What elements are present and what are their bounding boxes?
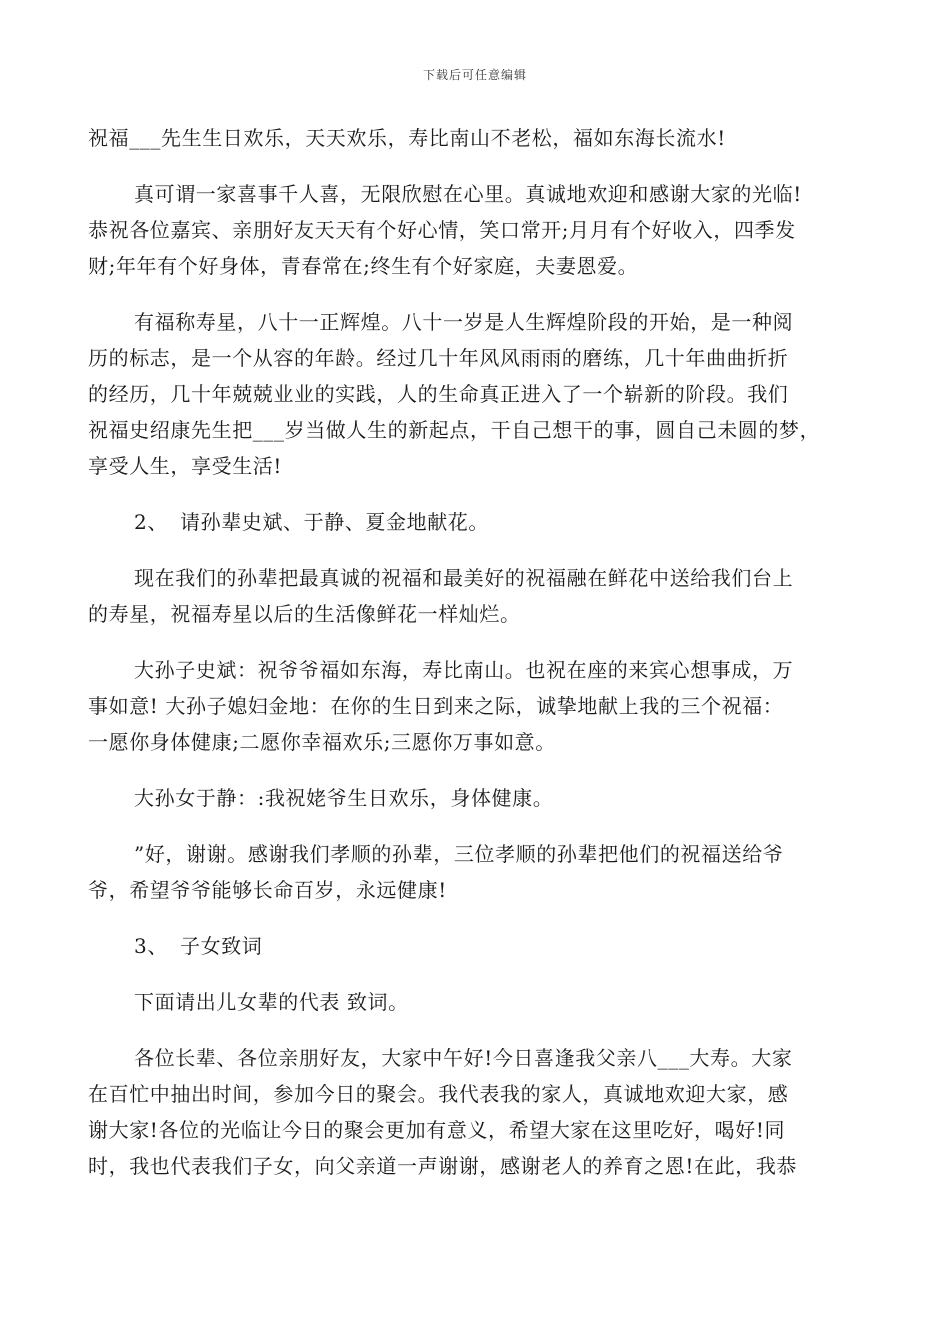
text-line: 的经历，几十年兢兢业业的实践，人的生命真正进入了一个崭新的阶段。我们 [88,382,789,406]
section-number: 3、 [134,934,168,958]
text-line: 祝福史绍康先生把___岁当做人生的新起点，干自己想干的事，圆自己未圆的梦， [88,418,821,442]
paragraph-invite-speech [88,984,868,1020]
text-line [88,504,868,540]
text-line: 恭祝各位嘉宾、亲朋好友天天有个好心情，笑口常开;月月有个好收入，四季发 [88,218,796,242]
text-line: 享受人生，享受生活! [88,454,283,478]
text-line: 事如意! 大孙子媳妇金地：在你的生日到来之际，诚挚地献上我的三个祝福： [88,694,784,718]
section-number: 2、 [134,510,168,534]
document-body [88,120,868,1204]
paragraph-longevity [88,304,868,484]
section-heading-children-speech [88,928,868,964]
text-line: 的寿星，祝福寿星以后的生活像鲜花一样灿烂。 [88,602,521,626]
text-line: 下面请出儿女辈的代表 致词。 [134,990,409,1014]
paragraph-children-speech [88,1040,868,1184]
text-line: 各位长辈、各位亲朋好友，大家中午好!今日喜逢我父亲八___大寿。大家 [134,1046,793,1070]
text-line: 时，我也代表我们子女，向父亲道一声谢谢，感谢老人的养育之恩!在此，我恭 [88,1154,798,1178]
paragraph-granddaughter-wishes [88,780,868,816]
text-line [88,928,868,964]
text-line: 财;年年有个好身体，青春常在;终生有个好家庭，夫妻恩爱。 [88,254,639,278]
paragraph-welcome [88,176,868,284]
text-line: 大孙子史斌：祝爷爷福如东海，寿比南山。也祝在座的来宾心想事成，万 [134,658,794,682]
text-line: 祝福___先生生日欢乐，天天欢乐，寿比南山不老松，福如东海长流水! [88,126,726,150]
text-line: 谢大家!各位的光临让今日的聚会更加有意义，希望大家在这里吃好，喝好!同 [88,1118,786,1142]
text-line: 真可谓一家喜事千人喜，无限欣慰在心里。真诚地欢迎和感谢大家的光临! [134,182,802,206]
paragraph-blessing [88,120,868,156]
section-title: 请孙辈史斌、于静、夏金地献花。 [180,510,489,534]
section-title: 子女致词 [180,934,263,958]
text-line: 现在我们的孙辈把最真诚的祝福和最美好的祝福融在鲜花中送给我们台上 [134,566,794,590]
text-line: 大孙女于静：:我祝姥爷生日欢乐，身体健康。 [134,786,554,810]
paragraph-grandson-wishes [88,652,868,760]
text-line: 历的标志，是一个从容的年龄。经过几十年风风雨雨的磨练，几十年曲曲折折 [88,346,789,370]
text-line: 一愿你身体健康;二愿你幸福欢乐;三愿你万事如意。 [88,730,556,754]
paragraph-grandchildren-flowers [88,560,868,632]
text-line: 爷，希望爷爷能够长命百岁，永远健康! [88,878,447,902]
paragraph-thanks [88,836,868,908]
text-line: ”好，谢谢。感谢我们孝顺的孙辈，三位孝顺的孙辈把他们的祝福送给爷 [134,842,784,866]
page-header: 下载后可任意编辑 [422,68,527,82]
text-line: 在百忙中抽出时间，参加今日的聚会。我代表我的家人，真诚地欢迎大家，感 [88,1082,789,1106]
section-heading-flowers [88,504,868,540]
text-line: 有福称寿星，八十一正辉煌。八十一岁是人生辉煌阶段的开始，是一种阅 [134,310,794,334]
